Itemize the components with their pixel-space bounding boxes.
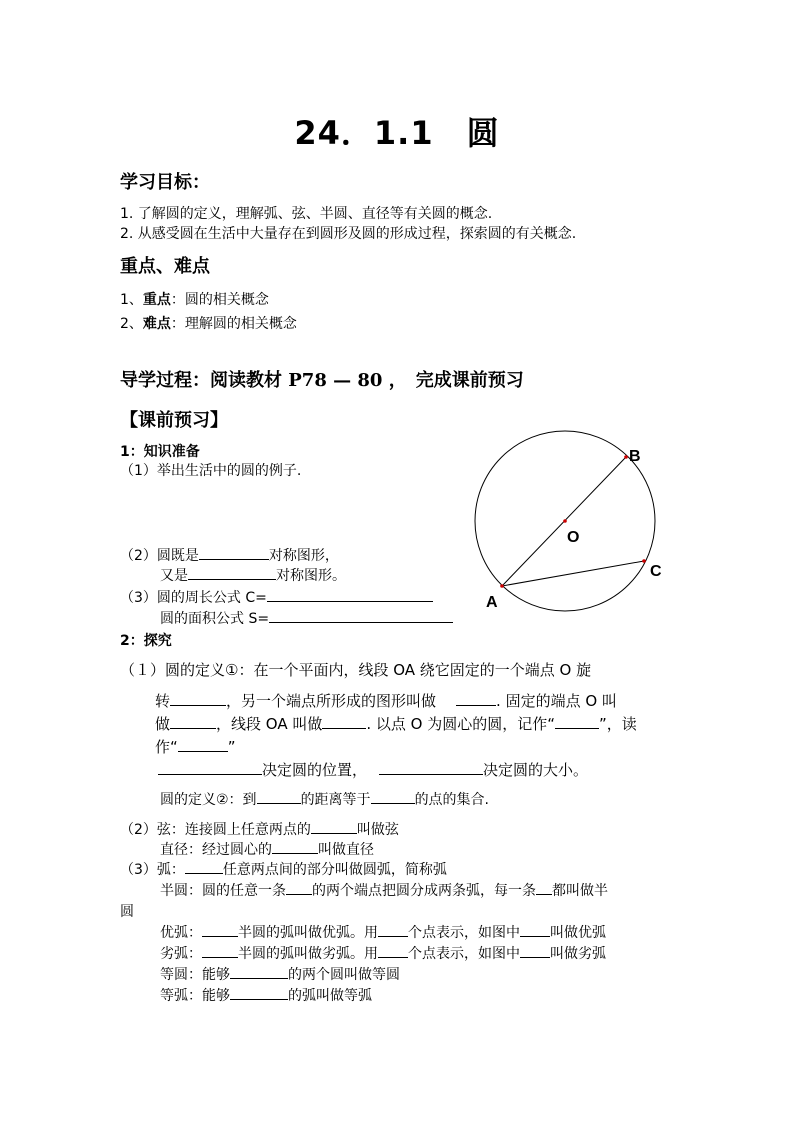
blank[interactable] [267, 587, 433, 602]
blank[interactable] [371, 789, 415, 804]
blank[interactable] [185, 859, 223, 874]
def2: 圆的定义②：到 的距离等于 的点的集合. [160, 789, 489, 809]
semicircle-wrap: 圆 [120, 904, 134, 920]
keypoint-item: 2、难点：理解圆的相关概念 [120, 316, 297, 332]
blank[interactable] [378, 943, 408, 958]
point-c [642, 559, 646, 563]
minor-arc-line: 劣弧： 半圆的弧叫做劣弧。用 个点表示，如图中 叫做劣弧 [160, 943, 606, 963]
blank[interactable] [520, 943, 550, 958]
label-b: B [629, 448, 641, 465]
point-a [500, 584, 504, 588]
keypoints-heading: 重点、难点 [120, 256, 210, 277]
blank[interactable] [269, 608, 453, 623]
label-o: O [567, 529, 580, 546]
objective-item: 1. 了解圆的定义，理解弧、弦、半圆、直径等有关圆的概念. [120, 206, 493, 222]
question-3b: 圆的面积公式 S= [160, 608, 453, 628]
blank[interactable] [158, 760, 262, 775]
equal-circle-line: 等圆：能够 的两个圆叫做等圆 [160, 964, 400, 984]
blank[interactable] [456, 691, 496, 706]
chord-line: （2）弦：连接圆上任意两点的 叫做弦 [120, 819, 399, 839]
blank[interactable] [230, 985, 288, 1000]
blank[interactable] [555, 714, 599, 729]
blank[interactable] [520, 922, 550, 937]
guide-heading: 导学过程：阅读教材 P78 — 80 ， 完成课前预习 [120, 370, 524, 391]
blank[interactable] [188, 565, 276, 580]
prep-heading: 1：知识准备 [120, 444, 200, 460]
objectives-heading: 学习目标： [120, 172, 210, 193]
major-arc-line: 优弧： 半圆的弧叫做优弧。用 个点表示，如图中 叫做优弧 [160, 922, 606, 942]
blank[interactable] [257, 789, 301, 804]
question-3a: （3）圆的周长公式 C= [120, 587, 433, 607]
blank[interactable] [272, 839, 318, 854]
circle-figure [440, 430, 700, 620]
arc-line: （3）弧： 任意两点间的部分叫做圆弧，简称弧 [120, 859, 447, 879]
page-title: 24．1.1 圆 [294, 114, 500, 152]
blank[interactable] [178, 737, 228, 752]
blank[interactable] [378, 922, 408, 937]
chord-line [502, 561, 644, 586]
blank[interactable] [230, 964, 288, 979]
objective-item: 2. 从感受圆在生活中大量存在到圆形及圆的形成过程，探索圆的有关概念. [120, 226, 577, 242]
center-point [563, 519, 567, 523]
blank[interactable] [286, 880, 312, 895]
explore-heading: 2：探究 [120, 633, 172, 649]
point-b [624, 455, 628, 459]
question-2b: 又是 对称图形。 [160, 565, 346, 585]
def1-line5: 决定圆的位置， 决定圆的大小。 [158, 759, 588, 780]
blank[interactable] [536, 880, 552, 895]
preview-heading: 【课前预习】 [120, 410, 228, 431]
diameter-line: 直径：经过圆心的 叫做直径 [160, 839, 374, 859]
def1-line2: 转 ，另一个端点所形成的图形叫做 . 固定的端点 O 叫 [155, 692, 617, 710]
def1-line1: （１）圆的定义①：在一个平面内，线段 OA 绕它固定的一个端点 O 旋 [120, 661, 592, 679]
blank[interactable] [202, 922, 238, 937]
label-a: A [486, 594, 498, 611]
semicircle-line: 半圆：圆的任意一条 的两个端点把圆分成两条弧，每一条 都叫做半 [160, 880, 608, 900]
def1-line4: 作“ ” [155, 738, 236, 756]
blank[interactable] [202, 943, 238, 958]
keypoint-item: 1、重点：圆的相关概念 [120, 292, 269, 308]
equal-arc-line: 等弧：能够 的弧叫做等弧 [160, 985, 372, 1005]
def1-line3: 做 ，线段 OA 叫做 . 以点 O 为圆心的圆，记作“ ”，读 [155, 715, 637, 733]
blank[interactable] [311, 819, 357, 834]
blank[interactable] [322, 714, 366, 729]
blank[interactable] [170, 691, 226, 706]
blank[interactable] [170, 714, 216, 729]
label-c: C [650, 563, 662, 580]
blank[interactable] [379, 760, 483, 775]
question-2a: （2）圆既是 对称图形， [120, 545, 339, 565]
question-1: （1）举出生活中的圆的例子. [120, 463, 302, 479]
blank[interactable] [199, 545, 269, 560]
